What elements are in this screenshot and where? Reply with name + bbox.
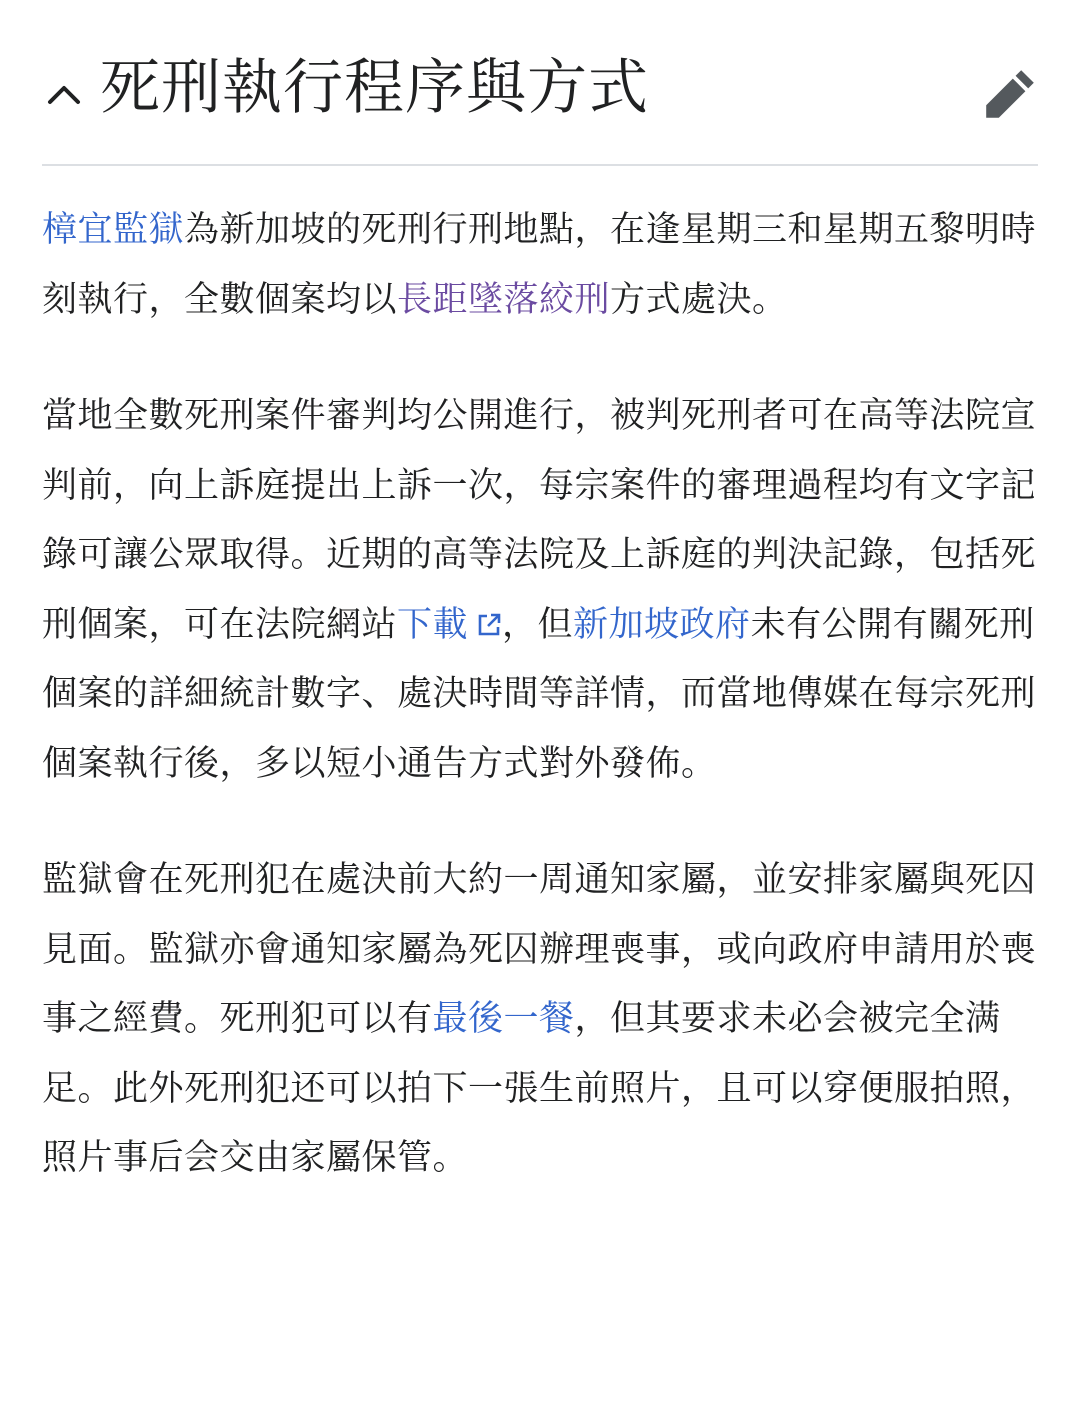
- paragraph-2-text-1: 當地全數死刑案件審判均公開進行，被判死刑者可在高等法院宣判前，向上訴庭提出上訴一次，每宗案件的審理過程均有文字記錄可讓公眾取得。近期的高等法院及上訴庭的判決記錄，包括死刑個案，可在法院網站: [42, 396, 1037, 645]
- section-header: [42, 48, 1038, 138]
- external-link-download[interactable]: [397, 605, 502, 645]
- paragraph-3-text-1: 監獄會在死刑犯在處決前大約一周通知家屬，並安排家屬與死囚見面。監獄亦會通知家屬為死囚辦理喪事，或向政府申請用於喪事之經費。死刑犯可以有: [42, 860, 1037, 1039]
- edit-section-button[interactable]: [982, 66, 1038, 122]
- link-last-meal[interactable]: 最後一餐: [432, 999, 575, 1039]
- collapse-toggle[interactable]: [42, 72, 86, 116]
- chevron-up-icon: [42, 72, 86, 116]
- paragraph-2-text-2: ，但: [502, 604, 574, 645]
- paragraph-2: [42, 382, 1038, 799]
- link-changi-prison[interactable]: 樟宜監獄: [42, 210, 185, 250]
- paragraph-1: [42, 196, 1038, 335]
- paragraph-2-text-3: 未有公開有關死刑個案的詳細統計數字、處決時間等詳情，而當地傳媒在每宗死刑個案執行後，多以短小通告方式對外發佈。: [42, 604, 1037, 784]
- section-title: 死刑執行程序與方式: [100, 53, 649, 123]
- link-long-drop-hanging[interactable]: 長距墜落絞刑: [397, 279, 611, 320]
- external-link-icon: [476, 612, 502, 638]
- section-divider: [42, 164, 1038, 166]
- link-singapore-government[interactable]: 新加坡政府: [573, 604, 751, 645]
- paragraph-3: [42, 846, 1038, 1194]
- paragraph-1-text-1: 為新加坡的死刑行刑地點，在逢星期三和星期五黎明時刻執行，全數個案均以: [42, 210, 1037, 320]
- section-content: [42, 196, 1038, 1194]
- paragraph-1-text-2: 方式處決。: [610, 279, 788, 320]
- paragraph-3-text-2: ，但其要求未必会被完全满足。此外死刑犯还可以拍下一張生前照片，且可以穿便服拍照，照片事后会交由家屬保管。: [42, 999, 1037, 1178]
- pencil-icon: [982, 66, 1038, 122]
- external-link-label: 下載: [397, 604, 469, 645]
